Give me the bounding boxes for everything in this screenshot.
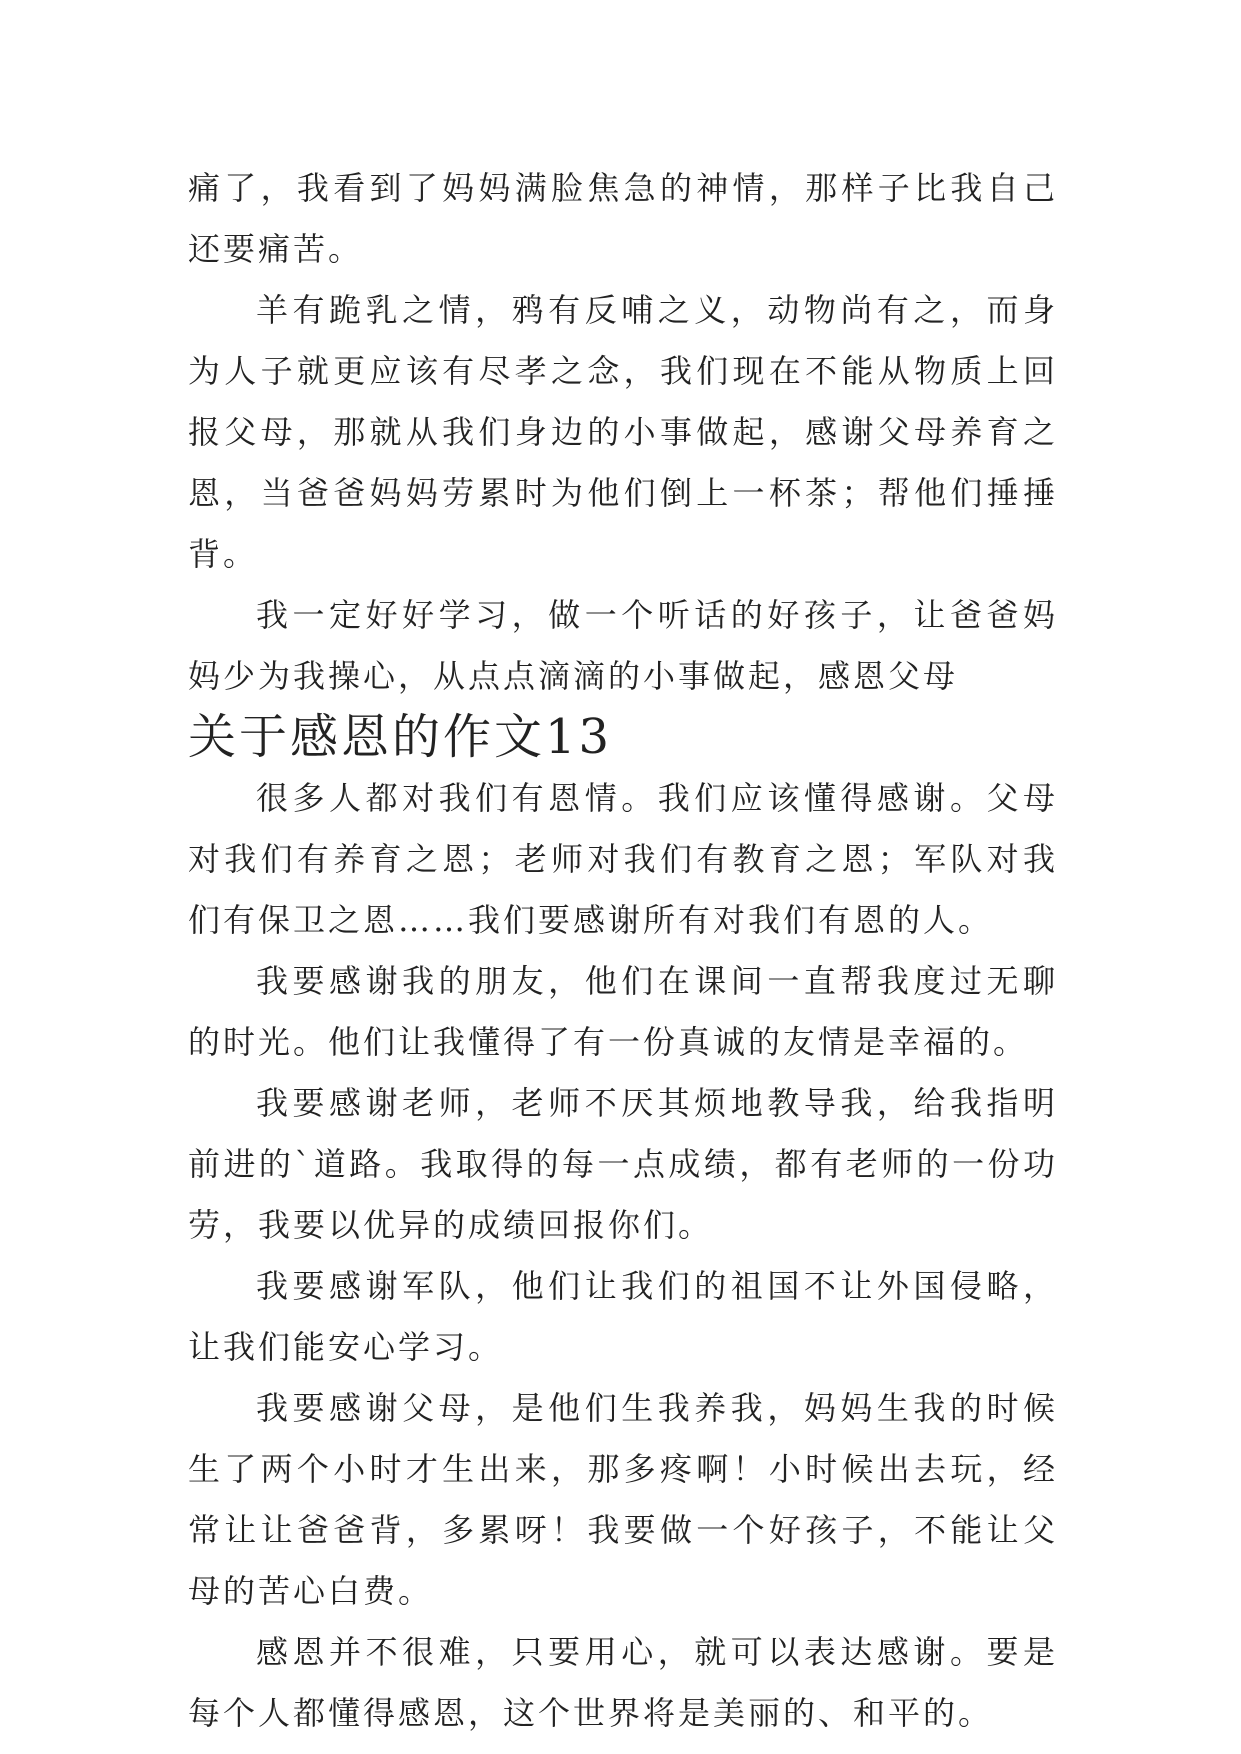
document-body <box>188 158 1058 1744</box>
paragraph: 我要感谢军队，他们让我们的祖国不让外国侵略，让我们能安心学习。 <box>188 1267 1058 1366</box>
essay-heading: 关于感恩的作文13 <box>188 709 613 765</box>
paragraph: 很多人都对我们有恩情。我们应该懂得感谢。父母对我们有养育之恩；老师对我们有教育之恩；军队对我们有保卫之恩……我们要感谢所有对我们有恩的人。 <box>188 779 1058 939</box>
paragraph: 羊有跪乳之情，鸦有反哺之义，动物尚有之，而身为人子就更应该有尽孝之念，我们现在不能从物质上回报父母，那就从我们身边的小事做起，感谢父母养育之恩，当爸爸妈妈劳累时为他们倒上一杯茶；帮他们捶捶背。 <box>188 291 1058 573</box>
paragraph-continuation: 痛了，我看到了妈妈满脸焦急的神情，那样子比我自己还要痛苦。 <box>188 169 1058 268</box>
paragraph: 我要感谢父母，是他们生我养我，妈妈生我的时候生了两个小时才生出来，那多疼啊！小时候出去玩，经常让让爸爸背，多累呀！我要做一个好孩子，不能让父母的苦心白费。 <box>188 1389 1058 1610</box>
paragraph: 我要感谢我的朋友，他们在课间一直帮我度过无聊的时光。他们让我懂得了有一份真诚的友情是幸福的。 <box>188 962 1058 1061</box>
paragraph: 我一定好好学习，做一个听话的好孩子，让爸爸妈妈少为我操心，从点点滴滴的小事做起，感恩父母 <box>188 596 1058 695</box>
paragraph: 感恩并不很难，只要用心，就可以表达感谢。要是每个人都懂得感恩，这个世界将是美丽的、和平的。 <box>188 1633 1058 1732</box>
paragraph: 我要感谢老师，老师不厌其烦地教导我，给我指明前进的`道路。我取得的每一点成绩，都有老师的一份功劳，我要以优异的成绩回报你们。 <box>188 1084 1058 1244</box>
